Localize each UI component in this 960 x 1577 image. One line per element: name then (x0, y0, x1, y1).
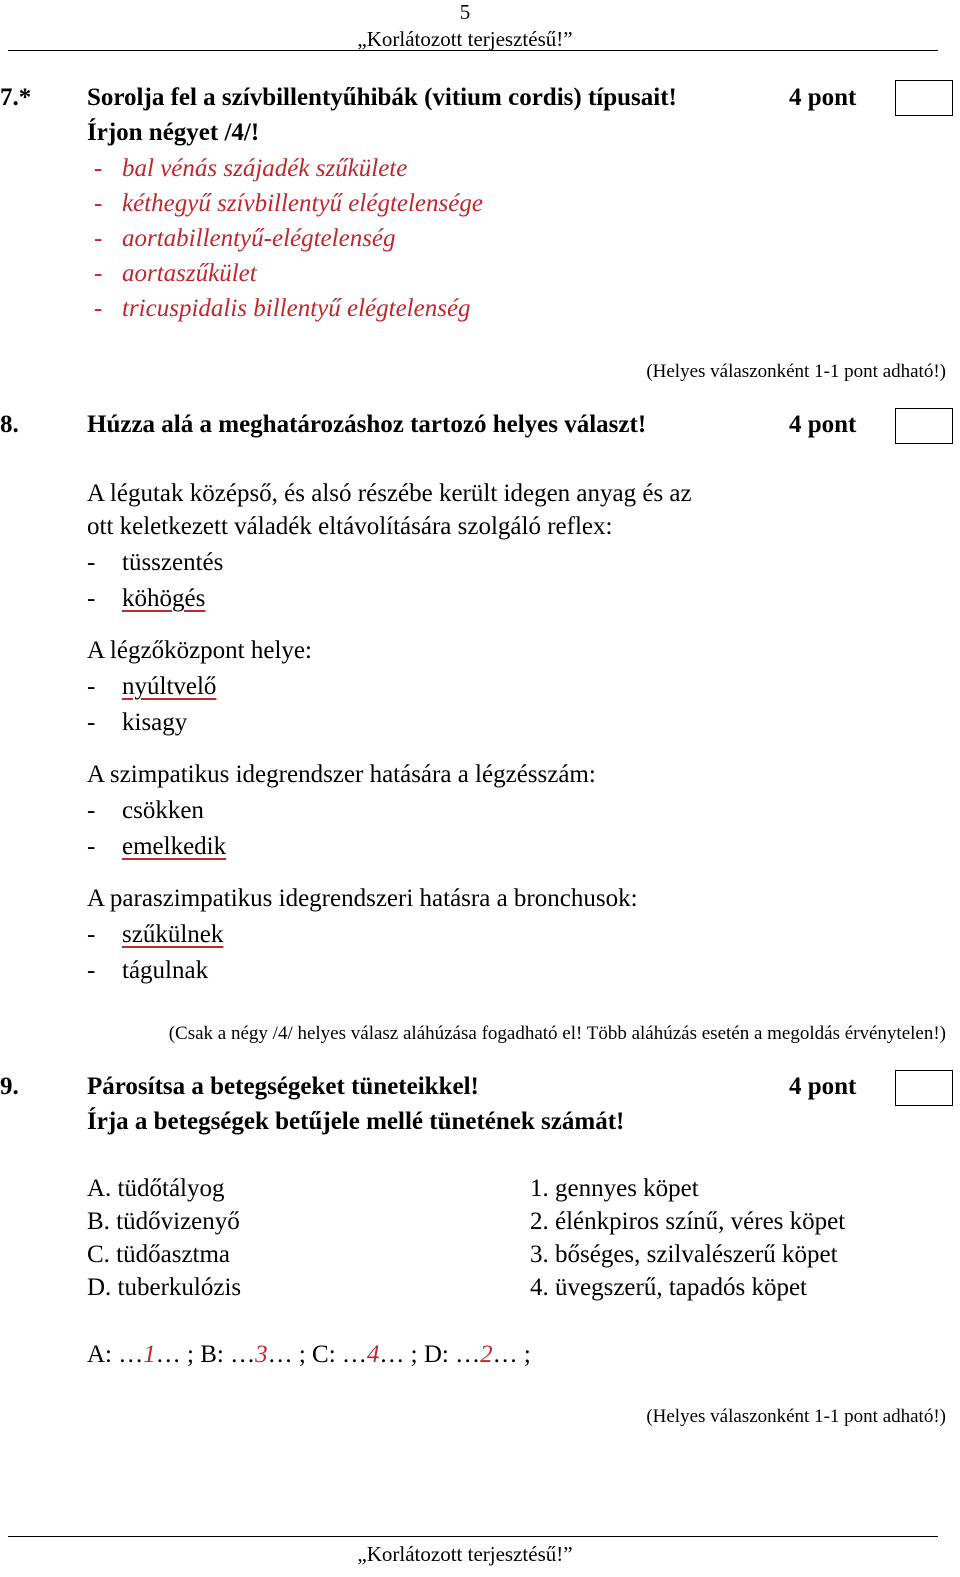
q9-scoring-note: (Helyes válaszonként 1-1 pont adható!) (646, 1406, 946, 1427)
q8-prompt: A szimpatikus idegrendszer hatására a légzésszám: (87, 761, 596, 788)
q9-title: Párosítsa a betegségeket tüneteikkel! (87, 1073, 479, 1100)
q8-points: 4 pont (789, 411, 857, 438)
q7-answer: - aortabillentyű-elégtelenség (94, 225, 396, 252)
q9-disease: B. tüdővizenyő (87, 1208, 240, 1235)
q8-option: - kisagy (87, 709, 188, 736)
footer-rule (8, 1536, 938, 1537)
q8-option-underlined: - köhögés (87, 585, 206, 612)
q7-answer: - aortaszűkület (94, 260, 257, 287)
q9-subtitle: Írja a betegségek betűjele mellé tünetének számát! (87, 1108, 625, 1135)
q7-points: 4 pont (789, 84, 857, 111)
q7-subtitle: Írjon négyet /4/! (87, 119, 260, 146)
q9-number: 9. (0, 1073, 19, 1100)
q8-option-underlined: - szűkülnek (87, 921, 224, 948)
q9-disease: D. tuberkulózis (87, 1274, 242, 1301)
q7-score-box[interactable] (895, 80, 953, 116)
q8-title: Húzza alá a meghatározáshoz tartozó helyes választ! (87, 411, 647, 438)
q8-option: - tágulnak (87, 957, 209, 984)
header-notice: „Korlátozott terjesztésű!” (357, 27, 573, 51)
q8-prompt: A paraszimpatikus idegrendszeri hatásra a bronchusok: (87, 885, 638, 912)
q8-prompt: ott keletkezett váladék eltávolítására szolgáló reflex: (87, 513, 613, 540)
q8-option: - tüsszentés (87, 549, 224, 576)
q7-answer: - tricuspidalis billentyű elégtelenség (94, 295, 471, 322)
q7-answer: - bal vénás szájadék szűkülete (94, 155, 408, 182)
q9-symptom: 3. bőséges, szilvalészerű köpet (530, 1241, 838, 1268)
q9-disease: A. tüdőtályog (87, 1175, 225, 1202)
q9-points: 4 pont (789, 1073, 857, 1100)
q8-prompt: A légzőközpont helye: (87, 637, 312, 664)
q8-option: - csökken (87, 797, 204, 824)
q8-score-box[interactable] (895, 408, 953, 444)
q9-score-box[interactable] (895, 1070, 953, 1106)
footer-notice: „Korlátozott terjesztésű!” (357, 1542, 573, 1566)
q8-prompt: A légutak középső, és alsó részébe került idegen anyag és az (87, 480, 692, 507)
q9-answer-line: A: …1… ; B: …3… ; C: …4… ; D: …2… ; (87, 1341, 531, 1368)
q8-number: 8. (0, 411, 19, 438)
q7-title: Sorolja fel a szívbillentyűhibák (vitium cordis) típusait! (87, 84, 677, 111)
q8-scoring-note: (Csak a négy /4/ helyes válasz aláhúzása fogadható el! Több aláhúzás esetén a megoldás érvénytelen!) (168, 1023, 946, 1044)
page-number: 5 (459, 0, 471, 24)
q9-disease: C. tüdőasztma (87, 1241, 231, 1268)
q8-option-underlined: - nyúltvelő (87, 673, 217, 700)
q9-symptom: 2. élénkpiros színű, véres köpet (530, 1208, 846, 1235)
header-rule (8, 50, 938, 51)
q7-scoring-note: (Helyes válaszonként 1-1 pont adható!) (646, 361, 946, 382)
q7-number: 7.* (0, 84, 32, 111)
q8-option-underlined: - emelkedik (87, 833, 227, 860)
q9-symptom: 1. gennyes köpet (530, 1175, 699, 1202)
q7-answer: - kéthegyű szívbillentyű elégtelensége (94, 190, 483, 217)
q9-symptom: 4. üvegszerű, tapadós köpet (530, 1274, 808, 1301)
